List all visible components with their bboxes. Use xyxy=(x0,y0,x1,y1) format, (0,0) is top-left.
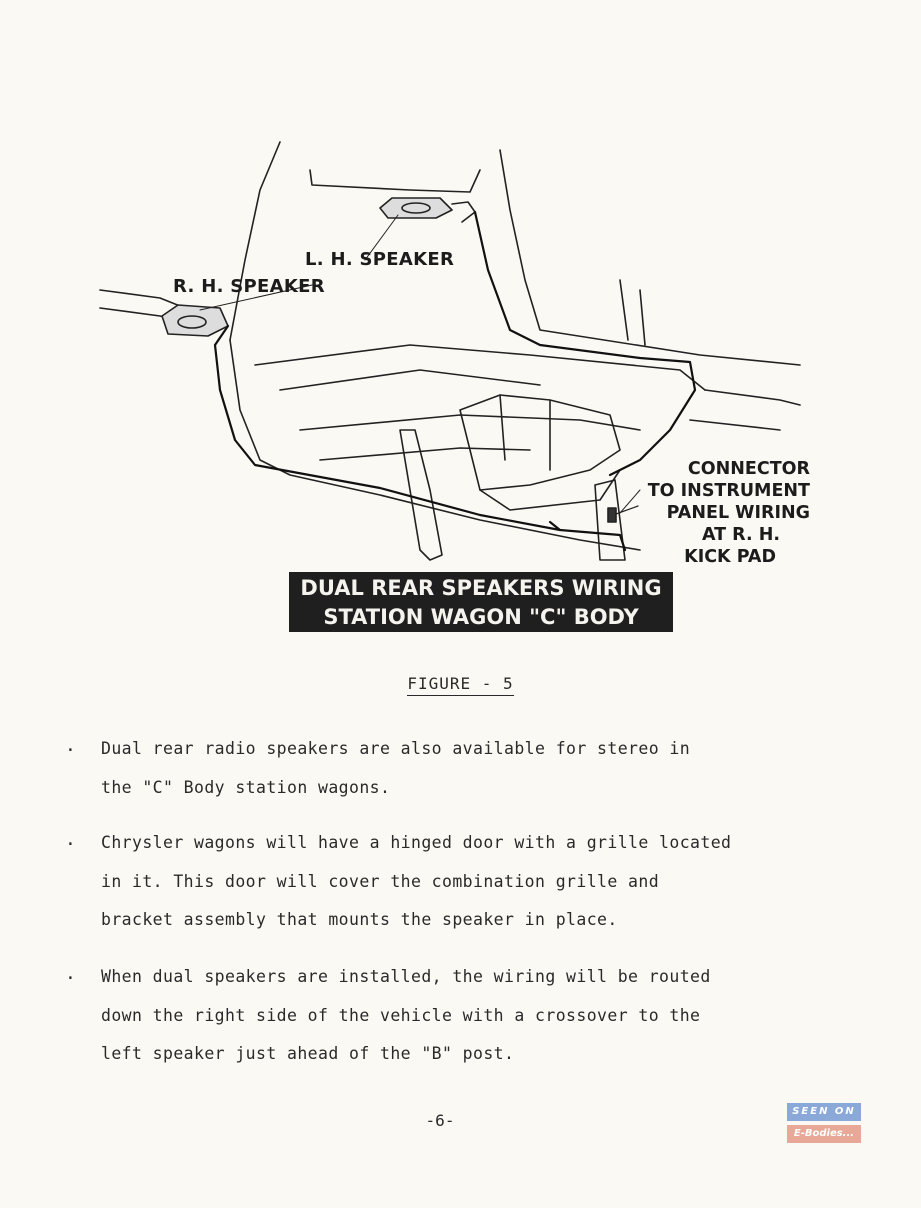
stamp-bottom: E-Bodies... xyxy=(787,1125,861,1143)
caption-line: STATION WAGON "C" BODY xyxy=(323,605,639,629)
paragraph xyxy=(65,730,825,807)
connector-drawing xyxy=(608,506,638,522)
connector-label-line: PANEL WIRING xyxy=(666,503,810,523)
lh-speaker-drawing xyxy=(380,198,475,222)
stamp-top: SEEN ON xyxy=(787,1103,861,1121)
connector-label xyxy=(640,458,810,568)
paragraph xyxy=(65,824,825,940)
paragraph-text: Dual rear radio speakers are also available for stereo in the "C" Body station wagons. xyxy=(101,739,691,797)
figure-title xyxy=(0,674,921,693)
connector-label-line: TO INSTRUMENT xyxy=(647,481,810,501)
page-number: -6- xyxy=(425,1111,455,1130)
figure-title-text: FIGURE - 5 xyxy=(407,674,513,696)
connector-label-line: CONNECTOR xyxy=(687,459,810,479)
paragraph-text: Chrysler wagons will have a hinged door with a grille located in it. This door will cover the combination grille and bracket assembly that mounts the speaker in place. xyxy=(101,833,732,929)
bullet: . xyxy=(65,963,76,984)
connector-label-line: AT R. H. xyxy=(701,525,780,545)
paragraph-text: When dual speakers are installed, the wiring will be routed down the right side of the vehicle with a crossover to the left speaker just ahead of the "B" post. xyxy=(101,967,711,1063)
figure-caption-box xyxy=(289,572,673,632)
watermark-stamp xyxy=(787,1103,861,1147)
caption-line: DUAL REAR SPEAKERS WIRING xyxy=(300,576,662,600)
connector-label-line: KICK PAD xyxy=(684,547,776,567)
speaker-wiring xyxy=(215,212,695,550)
bullet: . xyxy=(65,829,76,850)
rh-speaker-drawing xyxy=(162,305,228,336)
bullet: . xyxy=(65,735,76,756)
lh-speaker-label: L. H. SPEAKER xyxy=(305,249,455,270)
rh-speaker-label: R. H. SPEAKER xyxy=(173,276,325,297)
paragraph xyxy=(65,958,825,1074)
